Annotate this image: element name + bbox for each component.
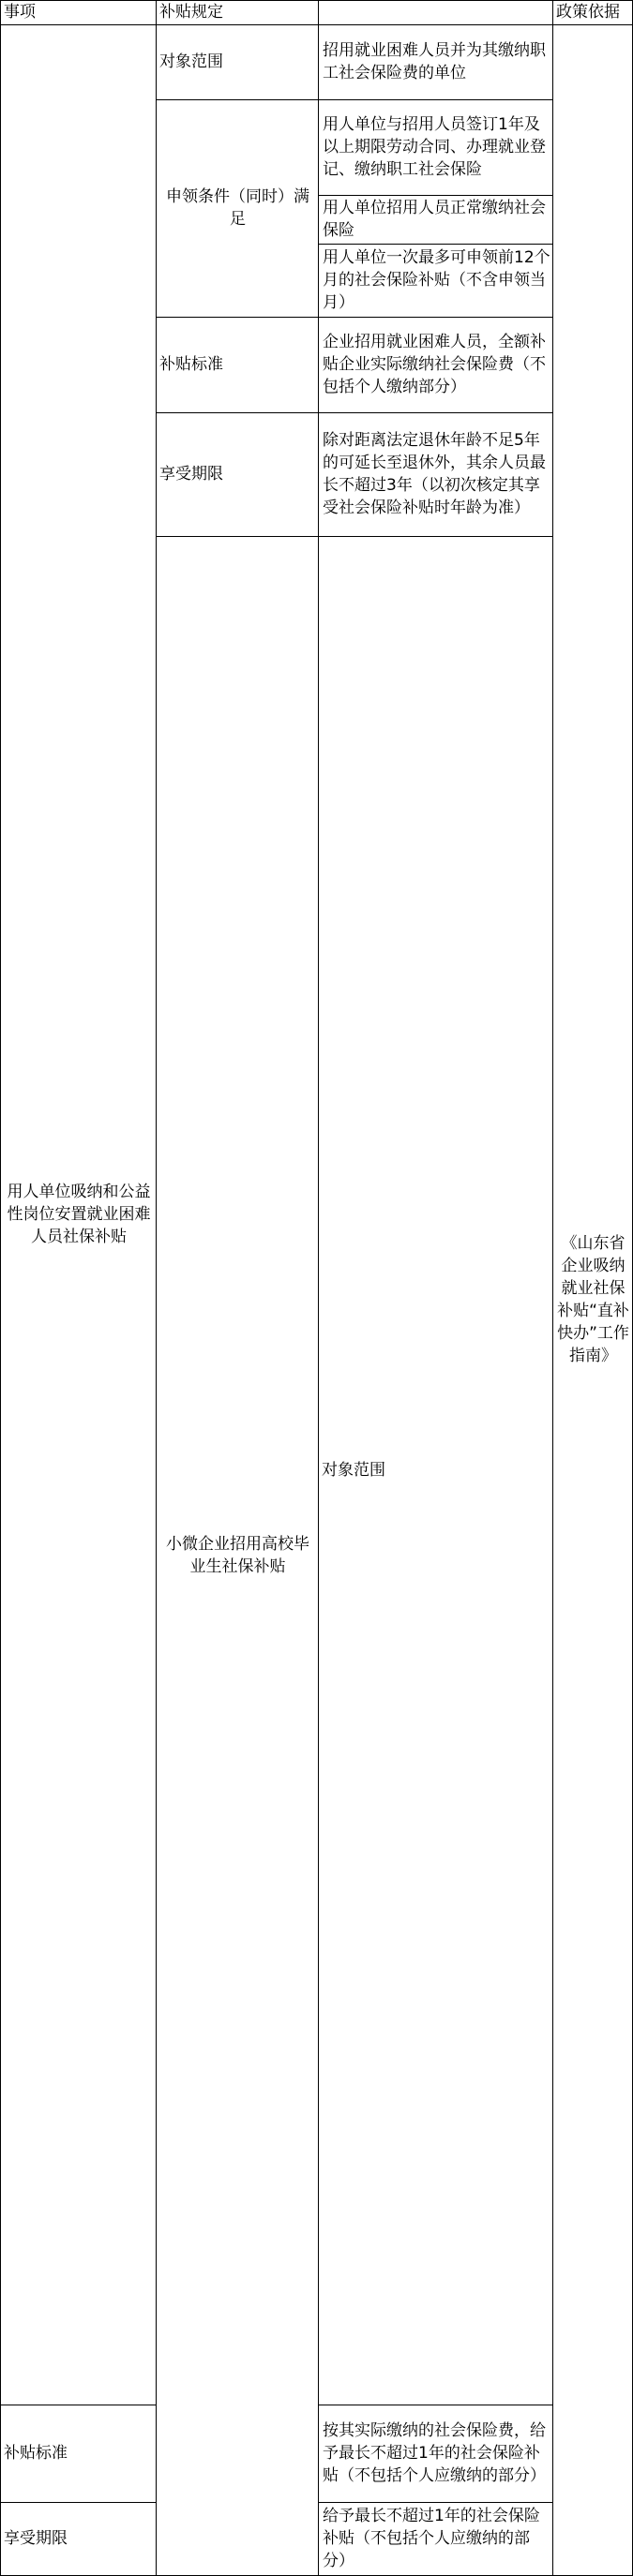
section-item-title: 小微企业招用高校毕业生社保补贴 (157, 537, 319, 2576)
rule-label: 对象范围 (319, 537, 553, 2405)
rule-label: 享受期限 (1, 2503, 157, 2576)
rule-text: 给予最长不超过1年的社会保险补贴（不包括个人应缴纳的部分） (319, 2503, 553, 2576)
header-subsidy-rules: 补贴规定 (157, 1, 319, 25)
rule-label: 申领条件（同时）满足 (157, 100, 319, 318)
table-row (1, 25, 633, 100)
rule-label: 补贴标准 (1, 2405, 157, 2503)
rule-text: 按其实际缴纳的社会保险费，给予最长不超过1年的社会保险补贴（不包括个人应缴纳的部分） (319, 2405, 553, 2503)
rule-label: 对象范围 (157, 25, 319, 100)
rule-text: 用人单位与招用人员签订1年及以上期限劳动合同、办理就业登记、缴纳职工社会保险 (319, 100, 553, 196)
header-item: 事项 (1, 1, 157, 25)
rule-text: 招用就业困难人员并为其缴纳职工社会保险费的单位 (319, 25, 553, 100)
rule-text: 用人单位招用人员正常缴纳社会保险 (319, 196, 553, 245)
rule-text: 企业招用就业困难人员，全额补贴企业实际缴纳社会保险费（不包括个人缴纳部分） (319, 318, 553, 413)
section-item-title: 用人单位吸纳和公益性岗位安置就业困难人员社保补贴 (1, 25, 157, 2405)
header-blank (319, 1, 553, 25)
rule-label: 补贴标准 (157, 318, 319, 413)
policy-basis-cell: 《山东省企业吸纳就业社保补贴“直补快办”工作指南》 (553, 25, 633, 2576)
header-policy-basis: 政策依据 (553, 1, 633, 25)
rule-text: 除对距离法定退休年龄不足5年的可延长至退休外，其余人员最长不超过3年（以初次核定其享受社会保险补贴时年龄为准） (319, 413, 553, 537)
rule-label: 享受期限 (157, 413, 319, 537)
rule-text: 用人单位一次最多可申领前12个月的社会保险补贴（不含申领当月） (319, 245, 553, 318)
header-row (1, 1, 633, 25)
